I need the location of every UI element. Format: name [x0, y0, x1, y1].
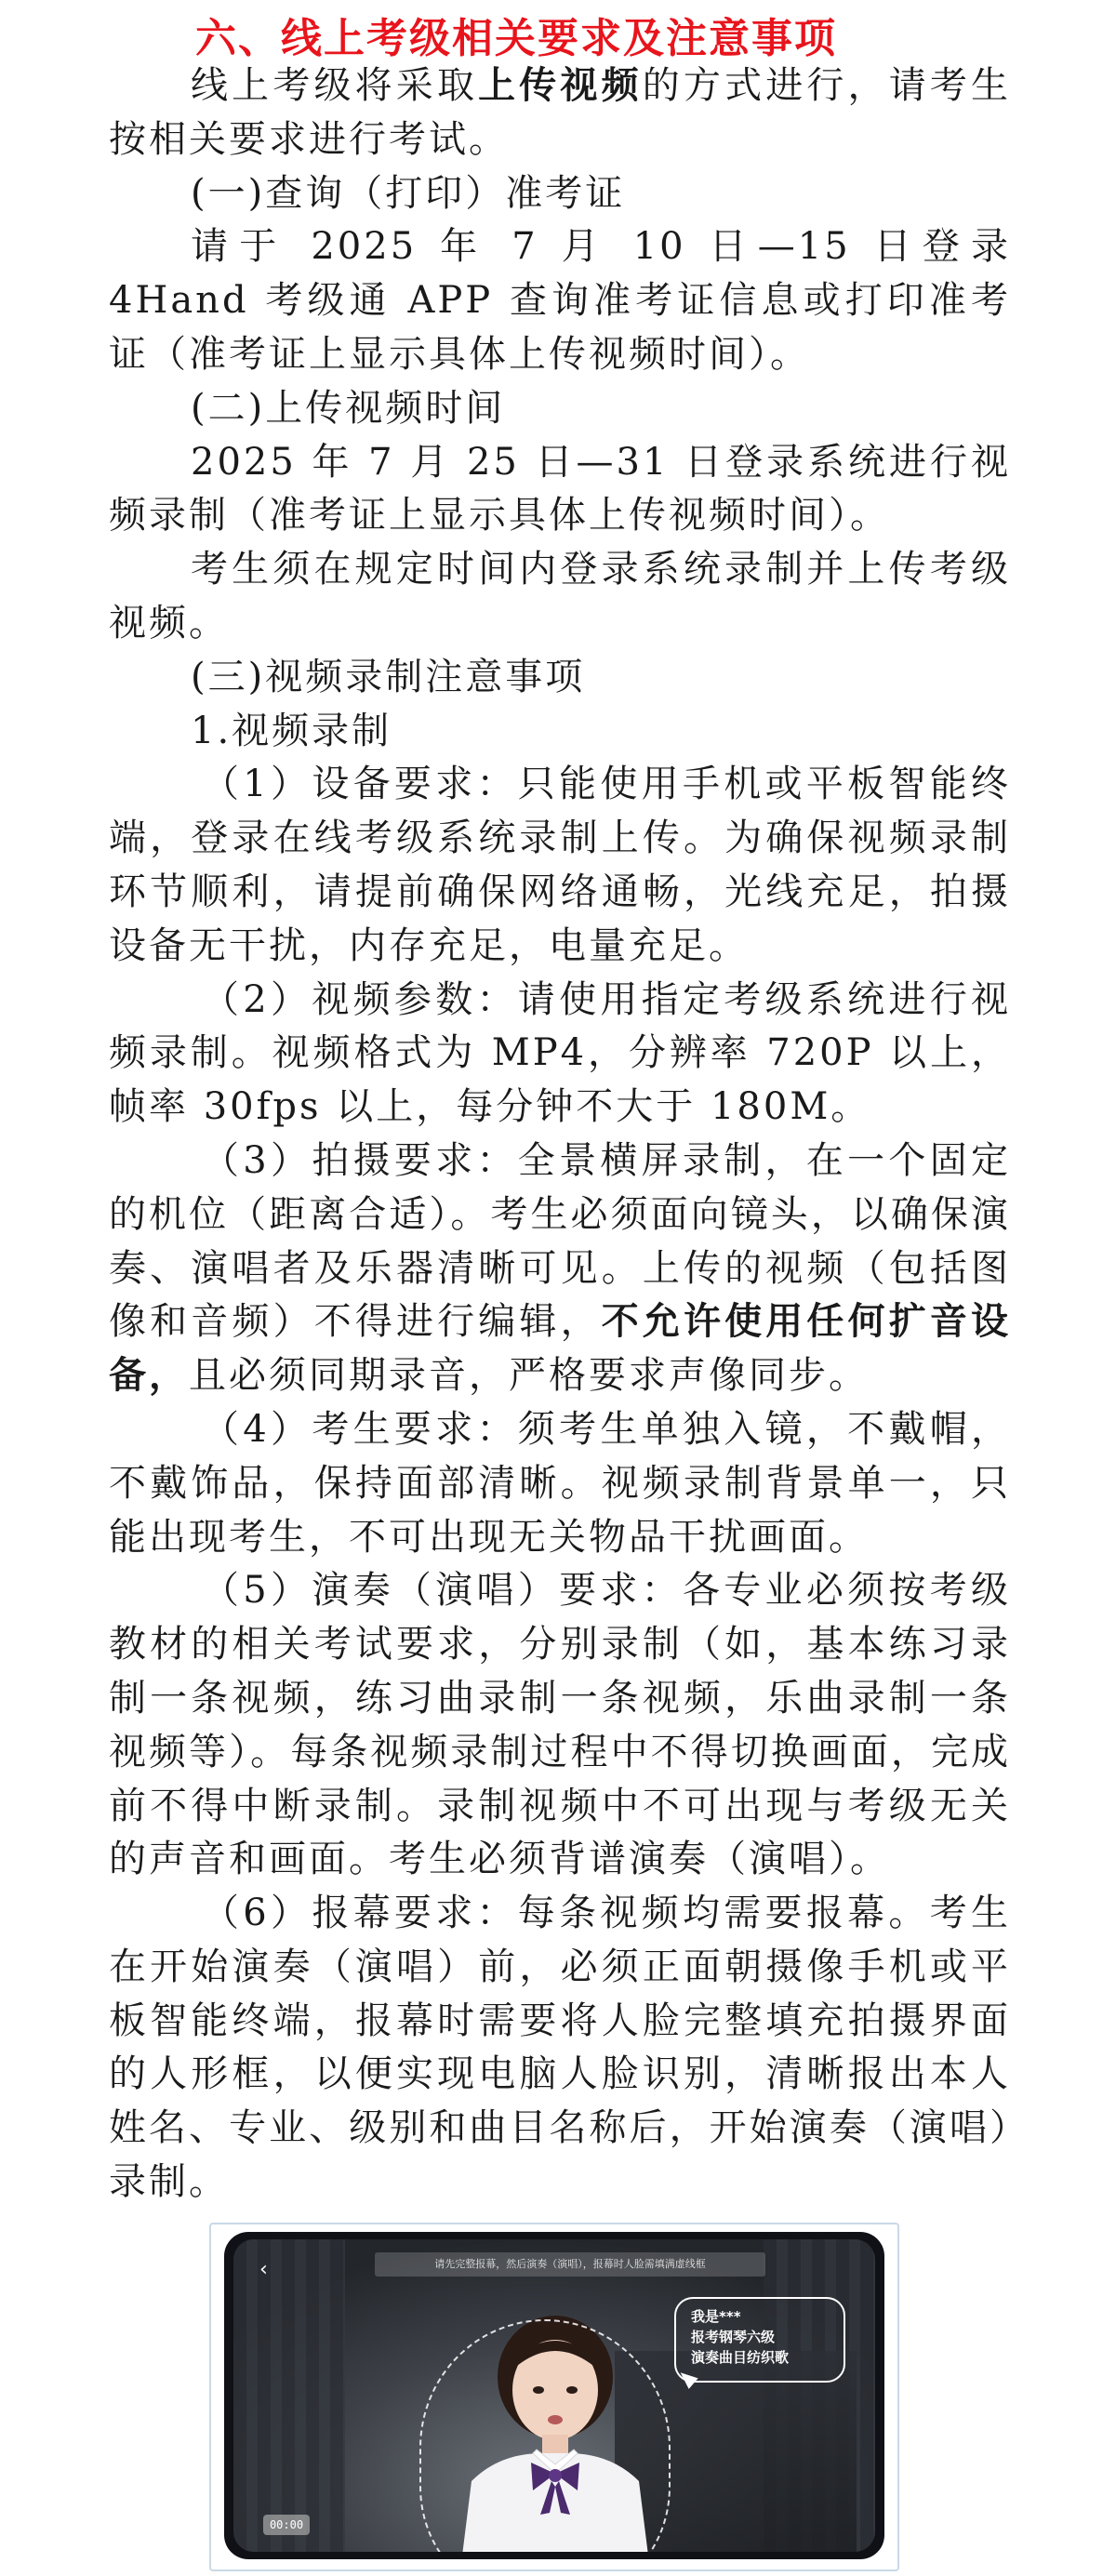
section2-paragraph-upload: 考生须在规定时间内登录系统录制并上传考级视频。	[109, 548, 1011, 644]
item-shooting-requirements	[109, 1135, 1011, 1403]
back-arrow-icon: ‹	[259, 2258, 268, 2281]
section3-subtitle: 1.视频录制	[191, 709, 392, 752]
item-video-parameters: （2）视频参数：请使用指定考级系统进行视频录制。视频格式为 MP4，分辨率 720P 以上，帧率 30fps 以上，每分钟不大于 180M。	[109, 977, 1011, 1129]
item3-bold-text: 不允许使用任何扩音设备，	[109, 1300, 1012, 1398]
recording-example-image	[209, 2223, 899, 2571]
bubble-line-level: 报考钢琴六级	[691, 2329, 776, 2345]
item-performance-requirements: （5）演奏（演唱）要求：各专业必须按考级教材的相关考试要求，分别录制（如，基本练习录制一条视频，练习曲录制一条视频，乐曲录制一条视频等）。每条视频录制过程中不得切换画面，完成前不得中断录制。录制视频中不可出现与考级无关的声音和画面。考生必须背谱演奏（演唱）。	[109, 1569, 1011, 1881]
stage-scene	[233, 2239, 875, 2552]
curtain-left	[233, 2239, 345, 2552]
intro-text-start: 线上考级将采取	[191, 64, 479, 107]
recording-timer: 00:00	[263, 2515, 310, 2535]
bubble-line-piece: 演奏曲目纺织歌	[691, 2349, 790, 2366]
item3-text-end: 且必须同期录音，严格要求声像同步。	[189, 1354, 869, 1398]
item3-text-start: （3）拍摄要求：全景横屏录制，在一个固定的机位（距离合适）。考生必须面向镜头，以确保演奏、演唱者及乐器清晰可见。上传的视频（包括图像和音频）不得进行编辑，	[109, 1138, 1011, 1344]
section1-paragraph: 请于 2025 年 7 月 10 日—15 日登录 4Hand 考级通 APP 查询准考证信息或打印准考证（准考证上显示具体上传视频时间）。	[109, 225, 1011, 376]
section1-title: (一)查询（打印）准考证	[191, 171, 626, 215]
section-heading: 六、线上考级相关要求及注意事项	[195, 15, 837, 62]
section2-paragraph-dates: 2025 年 7 月 25 日—31 日登录系统进行视频录制（准考证上显示具体上传视频时间）。	[109, 440, 1011, 538]
intro-bold-text: 上传视频	[478, 64, 643, 107]
phone-screen	[224, 2232, 884, 2559]
document-body	[109, 60, 1011, 2210]
intro-paragraph	[109, 60, 1011, 167]
recording-hint-banner: 请先完整报幕，然后演奏（演唱），报幕时人脸需填满虚线框	[375, 2252, 765, 2277]
bubble-line-name: 我是***	[691, 2308, 741, 2325]
item-candidate-requirements: （4）考生要求：须考生单独入镜，不戴帽，不戴饰品，保持面部清晰。视频录制背景单一，只能出现考生，不可出现无关物品干扰画面。	[109, 1407, 1011, 1559]
intro-text-end: 的方式进行，请考生按相关要求进行考试。	[109, 64, 1012, 161]
section2-title: (二)上传视频时间	[191, 386, 506, 430]
speech-bubble	[674, 2297, 845, 2383]
item-announcement-requirements: （6）报幕要求：每条视频均需要报幕。考生在开始演奏（演唱）前，必须正面朝摄像手机或平板智能终端，报幕时需要将人脸完整填充拍摄界面的人形框，以便实现电脑人脸识别，清晰报出本人姓名、专业、级别和曲目名称后，开始演奏（演唱）录制。	[109, 1892, 1011, 2204]
item-device-requirements: （1）设备要求：只能使用手机或平板智能终端，登录在线考级系统录制上传。为确保视频录制环节顺利，请提前确保网络通畅，光线充足，拍摄设备无干扰，内存充足，电量充足。	[109, 763, 1011, 967]
section3-title: (三)视频录制注意事项	[191, 655, 586, 698]
